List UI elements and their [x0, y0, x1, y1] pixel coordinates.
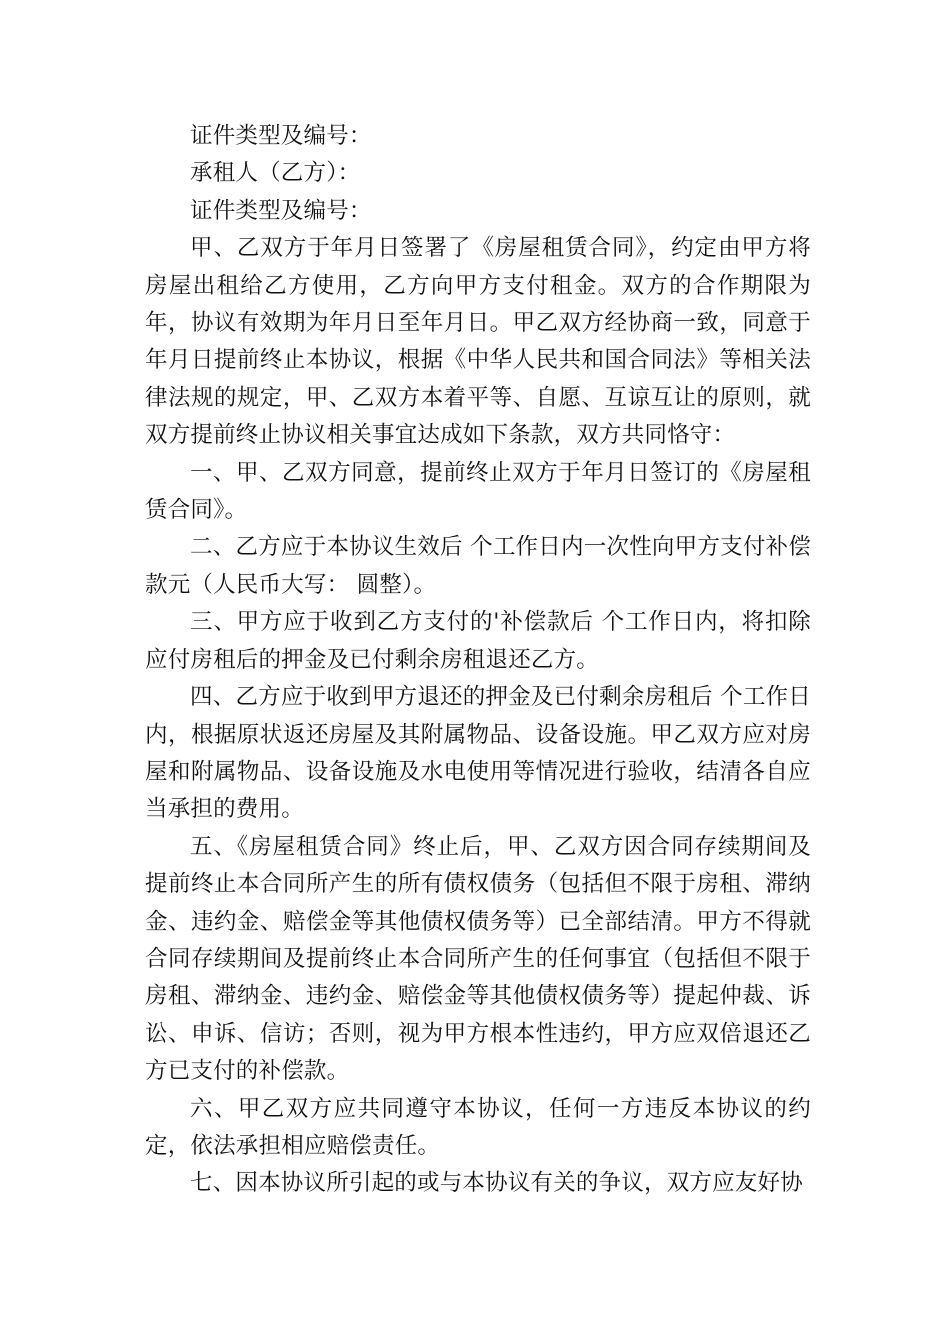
clause-6: 六、甲乙双方应共同遵守本协议，任何一方违反本协议的约定，依法承担相应赔偿责任。 — [145, 1095, 811, 1159]
clause-5: 五、《房屋租赁合同》终止后，甲、乙双方因合同存续期间及提前终止本合同所产生的所有债权债务（包括但不限于房租、滞纳金、违约金、赔偿金等其他债权债务等）已全部结清。甲方不得就合同存续期间及提前终止本合同所产生的任何事宜（包括但不限于房租、滞纳金、违约金、赔偿金等其他债权债务等）提起仲裁、诉讼、申诉、信访；否则，视为甲方根本性违约，甲方应双倍退还乙方已支付的补偿款。 — [145, 833, 811, 1085]
preamble-paragraph: 甲、乙双方于年月日签署了《房屋租赁合同》，约定由甲方将房屋出租给乙方使用，乙方向甲方支付租金。双方的合作期限为年，协议有效期为年月日至年月日。甲乙双方经协商一致，同意于年月日提前终止本协议，根据《中华人民共和国合同法》等相关法律法规的规定，甲、乙双方本着平等、自愿、互谅互让的原则，就双方提前终止协议相关事宜达成如下条款，双方共同恪守： — [145, 235, 811, 449]
clause-7: 七、因本协议所引起的或与本协议有关的争议，双方应友好协 — [190, 1170, 803, 1197]
id-type-label-lessor: 证件类型及编号： — [190, 123, 372, 149]
clause-3: 三、甲方应于收到乙方支付的'补偿款后 个工作日内，将扣除应付房租后的押金及已付剩余房租退还乙方。 — [145, 609, 811, 673]
clause-4: 四、乙方应于收到甲方退还的押金及已付剩余房租后 个工作日内，根据原状返还房屋及其附属物品、设备设施。甲乙双方应对房屋和附属物品、设备设施及水电使用等情况进行验收，结清各自应当承担的费用。 — [145, 684, 811, 823]
id-type-label-lessee: 证件类型及编号： — [190, 197, 372, 224]
lessee-label: 承租人（乙方）： — [190, 160, 361, 187]
document-body — [145, 118, 811, 1203]
clause-1: 一、甲、乙双方同意，提前终止双方于年月日签订的《房屋租赁合同》。 — [145, 459, 811, 524]
clause-2: 二、乙方应于本协议生效后 个工作日内一次性向甲方支付补偿款元（人民币大写： 圆整）。 — [145, 534, 811, 598]
